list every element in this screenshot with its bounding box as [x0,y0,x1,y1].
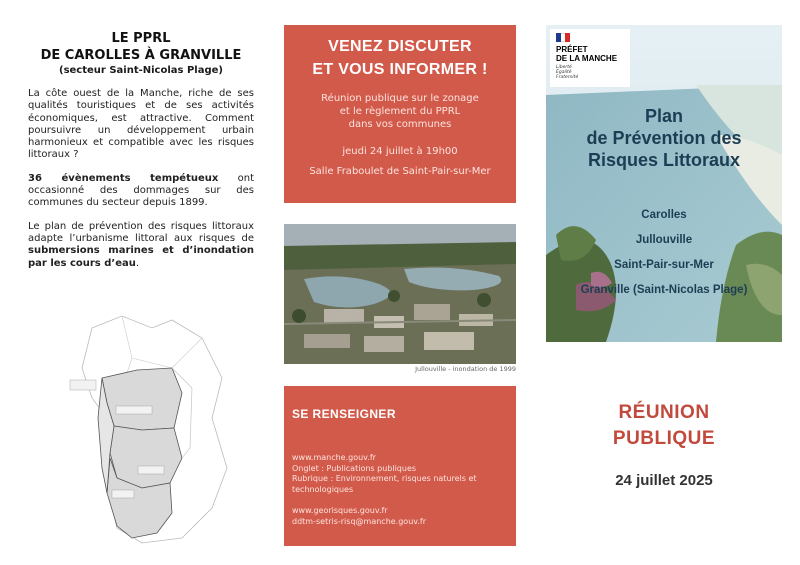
plan-paragraph: Le plan de prévention des risques littoraux adapte l’urbanisme littoral aux risques de submersions marines et d’inondation par les cours d’eau. [28,220,254,269]
aerial-flood-photo [284,224,516,364]
map-commune-middle [110,426,182,488]
pprl-title: LE PPRL DE CAROLLES À GRANVILLE [40,31,242,63]
public-meeting-date: 24 juillet 2025 [615,472,713,489]
town-item: Carolles [641,209,687,221]
cover-title: Plan de Prévention des Risques Littoraux [586,106,742,170]
info-heading: SE RENSEIGNER [292,407,396,421]
photo-caption: Jullouville - inondation de 1999 [415,365,516,373]
georisques-link[interactable]: www.georisques.gouv.fr [292,506,388,515]
town-item: Saint-Pair-sur-Mer [614,259,714,271]
intro-paragraph: La côte ouest de la Manche, riche de ses qualités touristiques et de ses activités économiques, est attractive. Comment poursuivre un développement urbain harmonieux et compatible avec les risques littoraux ? [28,88,254,161]
event-description: Réunion publique sur le zonage et le règlement du PPRL dans vos communes [321,93,479,130]
french-flag-icon [556,33,570,42]
cover-panel [546,25,782,342]
map-commune-north [102,368,182,430]
republic-motto: Liberté Égalité Fraternité [556,65,579,80]
pprl-subtitle: (secteur Saint-Nicolas Plage) [59,65,223,76]
town-item: Granville (Saint-Nicolas Plage) [580,284,748,296]
sector-map [62,298,232,548]
prefecture-logo: PRÉFET DE LA MANCHE Liberté Égalité Fraternité [550,29,630,87]
event-invitation-box [284,25,516,203]
public-meeting-title: RÉUNION PUBLIQUE [612,402,716,449]
manche-website-link[interactable]: www.manche.gouv.fr [292,453,376,462]
intro-column [28,30,254,281]
event-headline: VENEZ DISCUTER ET VOUS INFORMER ! [312,38,488,78]
info-tab-line: Onglet : Publications publiques [292,463,417,473]
event-place: Salle Fraboulet de Saint-Pair-sur-Mer [309,166,491,177]
events-paragraph: 36 évènements tempétueux ont occasionné des dommages sur des communes du secteur depuis 1899. [28,172,254,209]
town-item: Jullouville [635,234,693,246]
contact-email-link[interactable]: ddtm-setris-risq@manche.gouv.fr [292,516,427,526]
info-lines [292,453,516,527]
info-box [284,386,516,546]
info-section-line: Rubrique : Environnement, risques naturels et technologiques [292,474,477,494]
event-date: jeudi 24 juillet à 19h00 [342,146,458,157]
town-list [546,203,782,303]
